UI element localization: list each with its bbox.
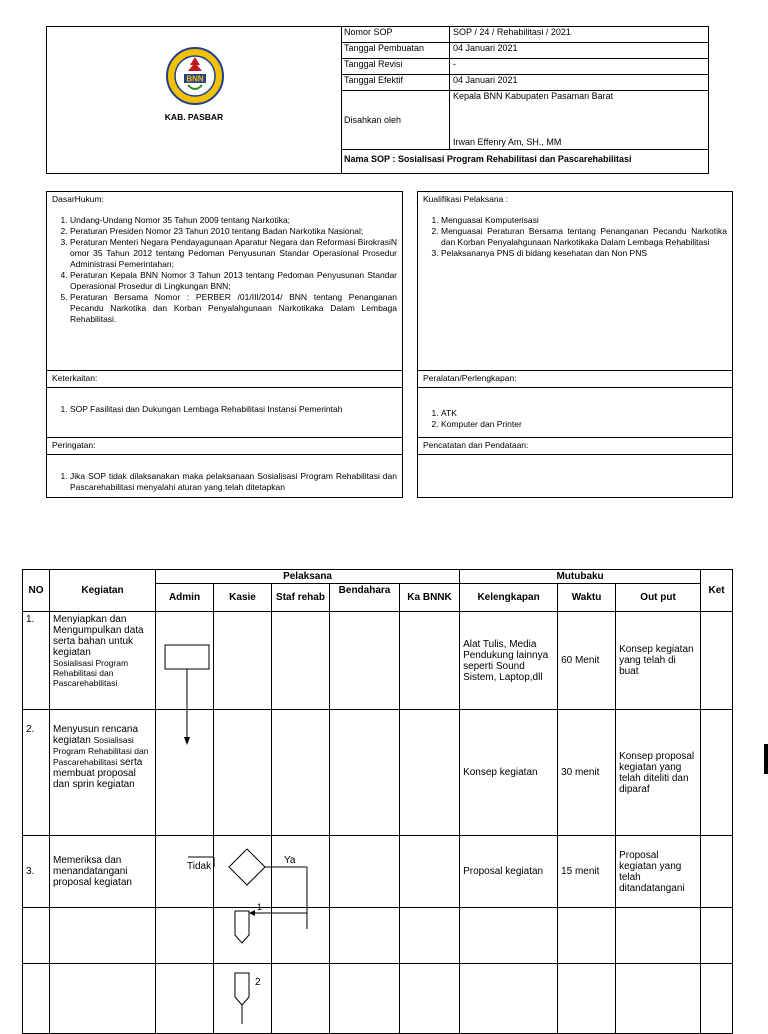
header-row: [341, 27, 708, 43]
list-item: 5. Peraturan Bersama Nomor : PERBER /01/III/2014/ BNN tentang Penanganan Pecandu Narkotika dan Korban Penyalahgunaan Narkotikaka Dalam Lembaga Rehabilitasi.: [70, 292, 397, 325]
connector-label: 1: [257, 902, 263, 912]
flow-table: [22, 569, 732, 1034]
row-waktu: 30 menit: [558, 710, 616, 836]
list-item: 2. Menguasai Peraturan Bersama tentang Penanganan Pecandu Narkotika dan Korban Penyalahgunaan Narkotikaka Dalam Lembaga Rehabilitasi: [441, 226, 727, 248]
connector-label: 2: [255, 977, 261, 988]
kualifikasi-box: [417, 191, 733, 371]
row-output: Konsep kegiatan yang telah di buat: [616, 612, 701, 710]
peringatan-box: [46, 437, 403, 498]
dasar-hukum-title: DasarHukum:: [52, 194, 104, 204]
approver-name: Irwan Effenry Am, SH., MM: [453, 137, 562, 147]
list-item: 1. Menguasai Komputerisasi: [441, 215, 727, 226]
col-waktu: Waktu: [558, 584, 616, 612]
list-item: 1. SOP Fasilitasi dan Dukungan Lembaga Rehabilitasi Instansi Pemerintah: [70, 404, 397, 415]
list-item: 3. Pelaksananya PNS di bidang kesehatan dan Non PNS: [441, 248, 727, 259]
col-ket: Ket: [701, 570, 733, 612]
row-output: Konsep proposal kegiatan yang telah diteliti dan diparaf: [616, 710, 701, 836]
pencatatan-title: Pencatatan dan Pendataan:: [423, 440, 529, 450]
flow-header-row: [23, 570, 733, 584]
dasar-hukum-box: [46, 191, 403, 371]
row-number: 3.: [23, 836, 50, 908]
header-row-label: Tanggal Revisi: [341, 59, 450, 75]
header-row-label: Tanggal Pembuatan: [341, 43, 450, 59]
sop-name: Nama SOP : Sosialisasi Program Rehabilitasi dan Pascarehabilitasi: [341, 150, 708, 168]
row-number: 1.: [23, 612, 50, 710]
row-waktu: 15 menit: [558, 836, 616, 908]
peringatan-list: [52, 471, 397, 493]
approval-row: [341, 91, 708, 150]
keterkaitan-title: Keterkaitan:: [52, 373, 98, 383]
row-activity: Memeriksa dan menandatangani proposal kegiatan: [50, 836, 156, 908]
header-row-value: -: [450, 59, 709, 75]
header-row-value: 04 Januari 2021: [450, 75, 709, 91]
list-item: 4. Peraturan Kepala BNN Nomor 3 Tahun 2013 tentang Pedoman Penyusunan Standar Operasional Prosedur di Lingkungan BNN;: [70, 270, 397, 292]
header-row-value: 04 Januari 2021: [450, 43, 709, 59]
col-kegiatan: Kegiatan: [50, 570, 156, 612]
approver-title: Kepala BNN Kabupaten Pasaman Barat: [453, 91, 614, 101]
keterkaitan-list: [52, 404, 397, 415]
unit-label: KAB. PASBAR: [164, 112, 224, 122]
row-kelengkapan: Konsep kegiatan: [460, 710, 558, 836]
row-waktu: 60 Menit: [558, 612, 616, 710]
edge-mark: [764, 744, 768, 774]
row-kelengkapan: Alat Tulis, Media Pendukung lainnya seperti Sound Sistem, Laptop,dll: [460, 612, 558, 710]
decision-yes-label: Ya: [284, 855, 296, 866]
kualifikasi-list: [423, 215, 727, 259]
sop-name-row: [341, 150, 708, 168]
header-logo-panel: [47, 27, 342, 173]
list-item: 1. Undang-Undang Nomor 35 Tahun 2009 tentang Narkotika;: [70, 215, 397, 226]
header-row-label: Tanggal Efektif: [341, 75, 450, 91]
list-item: 2. Peraturan Presiden Nomor 23 Tahun 2010 tentang Badan Narkotika Nasional;: [70, 226, 397, 237]
list-item: 2. Komputer dan Printer: [441, 419, 727, 430]
pencatatan-box: [417, 437, 733, 498]
col-staf: Staf rehab: [272, 584, 330, 612]
list-item: 1. ATK: [441, 408, 727, 419]
list-item: 1. Jika SOP tidak dilaksanakan maka pelaksanaan Sosialisasi Program Rehabilitasi dan Pascarehabilitasi menyalahi aturan yang telah ditetapkan: [70, 471, 397, 493]
row-kelengkapan: Proposal kegiatan: [460, 836, 558, 908]
peralatan-title: Peralatan/Perlengkapan:: [423, 373, 517, 383]
header-row: [341, 43, 708, 59]
col-output: Out put: [616, 584, 701, 612]
row-number: 2.: [23, 710, 50, 836]
col-bendahara: Bendahara: [330, 584, 400, 612]
logo-text: BNN: [186, 74, 204, 84]
keterkaitan-box: [46, 370, 403, 438]
approver-cell: [450, 91, 709, 150]
table-row: [23, 710, 733, 836]
col-admin: Admin: [156, 584, 214, 612]
dasar-hukum-list: [52, 215, 397, 325]
header-row: [341, 59, 708, 75]
table-row: [23, 964, 733, 1034]
col-pelaksana: Pelaksana: [156, 570, 460, 584]
header-row-label: Nomor SOP: [341, 27, 450, 43]
col-no: NO: [23, 570, 50, 612]
sop-header: [46, 26, 709, 174]
col-mutubaku: Mutubaku: [460, 570, 701, 584]
peralatan-list: [423, 408, 727, 430]
row-output: Proposal kegiatan yang telah ditandatangani: [616, 836, 701, 908]
header-info-table: [341, 27, 708, 167]
header-row-value: SOP / 24 / Rehabilitasi / 2021: [450, 27, 709, 43]
col-kasie: Kasie: [214, 584, 272, 612]
peralatan-box: [417, 370, 733, 438]
col-kelengkapan: Kelengkapan: [460, 584, 558, 612]
table-row: [23, 836, 733, 908]
decision-no-label: Tidak: [187, 861, 212, 872]
header-row: [341, 75, 708, 91]
table-row: [23, 908, 733, 964]
col-ka-bnnk: Ka BNNK: [400, 584, 460, 612]
approved-label: Disahkan oleh: [341, 91, 450, 150]
row-activity: Menyiapkan dan Mengumpulkan data serta bahan untuk kegiatan Sosialisasi Program Rehabilitasi dan Pascarehabilitasi: [50, 612, 156, 710]
kualifikasi-title: Kualifikasi Pelaksana :: [423, 194, 509, 204]
row-activity: Menyusun rencana kegiatan Sosialisasi Program Rehabilitasi dan Pascarehabilitasi serta membuat proposal dan sprin kegiatan: [50, 710, 156, 836]
list-item: 3. Peraturan Menteri Negara Pendayagunaan Aparatur Negara dan Reformasi BirokrasiN omor 35 Tahun 2012 tentang Pedoman Penyusunan Standar Operasional Prosedur Administrasi Pemerintahan;: [70, 237, 397, 270]
peringatan-title: Peringatan:: [52, 440, 96, 450]
table-row: [23, 612, 733, 710]
bnn-logo: [166, 47, 224, 105]
